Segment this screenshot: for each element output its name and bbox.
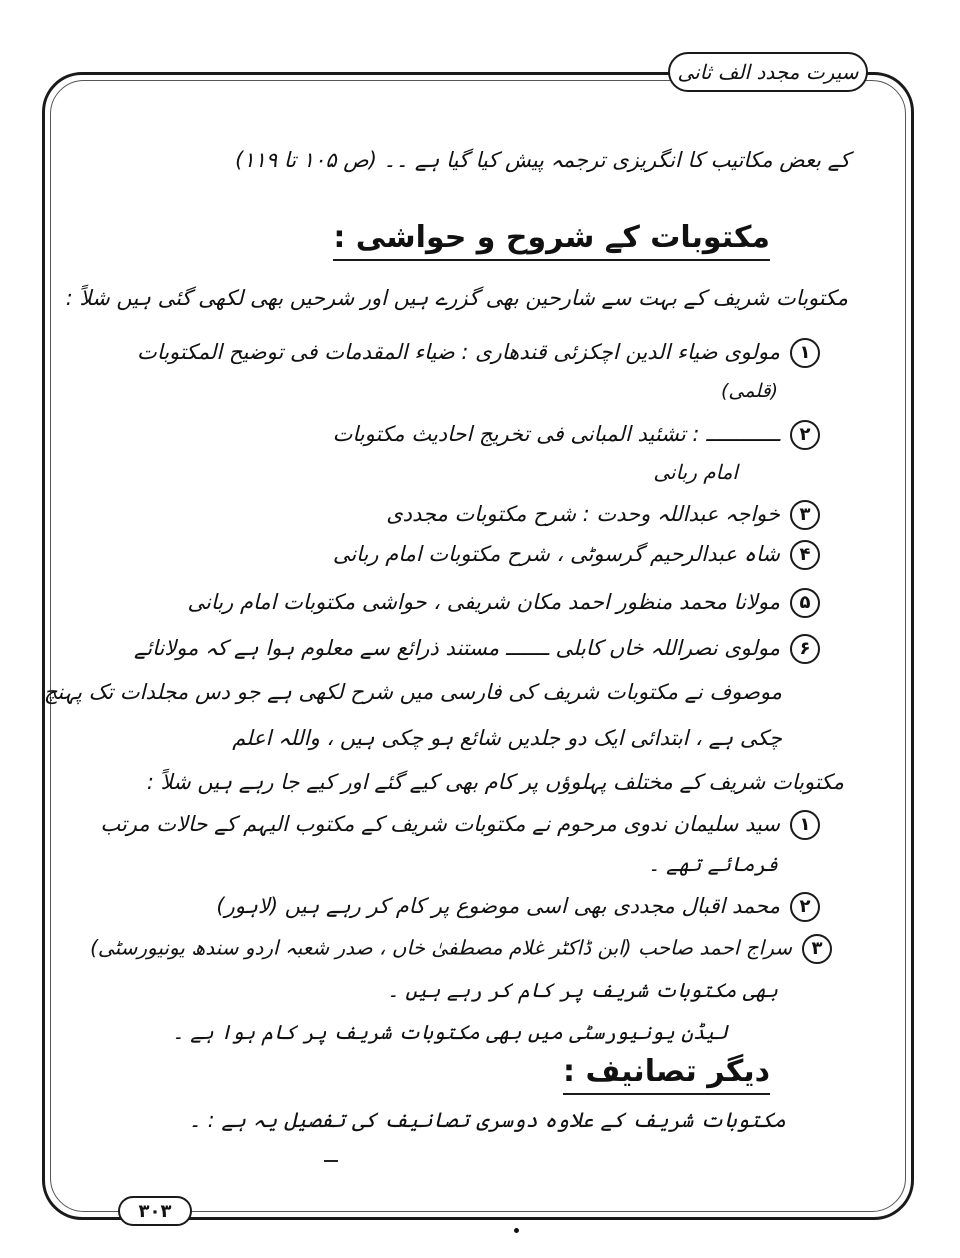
header-title: سیرت مجدد الف ثانی [677,60,859,84]
page-number: ۳۰۳ [138,1200,172,1222]
item-number: ۵ [790,588,820,618]
item-text: محمد اقبال مجددی بھی اسی موضوع پر کام کر رہے ہیں (لاہور) [216,894,780,918]
section2-intro: مکتوبات شریف کے مختلف پہلوؤں پر کام بھی کیے گئے اور کیے جا رہے ہیں شلاً : [146,770,844,794]
item-continuation: فرمائے تھے ۔ [648,852,778,876]
speck-mark [514,1228,519,1233]
list-item [333,540,820,570]
item-text: ــــــــــــ : تشئید المبانی فی تخریج احادیث مکتوبات [332,422,780,446]
section1-intro: مکتوبات شریف کے بہت سے شارحین بھی گزرے ہیں اور شرحیں بھی لکھی گئی ہیں شلاً : [65,286,848,310]
item-continuation: امام ربانی [653,460,738,484]
intro-line: کے بعض مکاتیب کا انگریزی ترجمہ پیش کیا گیا ہے ۔۔ (ص ۱۰۵ تا ۱۱۹) [235,148,850,172]
page-number-badge [118,1196,192,1226]
section-heading-commentaries: مکتوبات کے شروح و حواشی : [333,220,770,261]
item-number: ۳ [790,500,820,530]
item-continuation: موصوف نے مکتوبات شریف کی فارسی میں شرح لکھی ہے جو دس مجلدات تک پہنچ [43,680,782,704]
item-number: ۴ [790,540,820,570]
list-item [90,934,832,964]
item-number: ۲ [790,892,820,922]
item-number: ۶ [790,634,820,664]
item-continuation: بھی مکتوبات شریف پر کام کر رہے ہیں ۔ [387,978,778,1002]
item-text: خواجہ عبداللہ وحدت : شرح مکتوبات مجددی [386,502,780,526]
list-item [333,420,820,450]
list-item [216,892,820,922]
item-number: ۳ [802,934,832,964]
list-item [386,500,820,530]
list-item [134,634,820,664]
item-text: مولانا محمد منظور احمد مکان شریفی ، حواشی مکتوبات امام ربانی [187,590,780,614]
item-text: مولوی نصراللہ خاں کابلی ـــــــ مستند ذرائع سے معلوم ہوا ہے کہ مولانائے [133,636,780,660]
item-text: مولوی ضیاء الدین اچکزئی قندھاری : ضیاء المقدمات فی توضیح المکتوبات [137,340,780,364]
item-text: شاہ عبدالرحیم گرسوٹی ، شرح مکتوبات امام ربانی [332,542,780,566]
item-number: ۲ [790,420,820,450]
item-number: ۱ [790,338,820,368]
item-text: سراج احمد صاحب (ابن ڈاکٹر غلام مصطفیٰ خاں ، صدر شعبہ اردو سندھ یونیورسٹی) [90,935,792,960]
section3-intro: مکتوبات شریف کے علاوہ دوسری تصانیف کی تفصیل یہ ہے : ۔ [188,1108,786,1132]
section2-closing: لیڈن یونیورسٹی میں بھی مکتوبات شریف پر کام ہوا ہے ۔ [172,1020,728,1044]
running-header [668,52,868,92]
text-end-mark [324,1160,338,1162]
list-item [100,810,820,840]
list-item [188,588,820,618]
section-heading-other-works: دیگر تصانیف : [563,1054,770,1095]
item-continuation: (قلمی) [720,380,778,402]
item-continuation: چکی ہے ، ابتدائی ایک دو جلدیں شائع ہو چکی ہیں ، واللہ اعلم [232,726,782,750]
item-text: سید سلیمان ندوی مرحوم نے مکتوبات شریف کے مکتوب الیہم کے حالات مرتب [100,812,780,836]
item-number: ۱ [790,810,820,840]
list-item [137,338,820,368]
